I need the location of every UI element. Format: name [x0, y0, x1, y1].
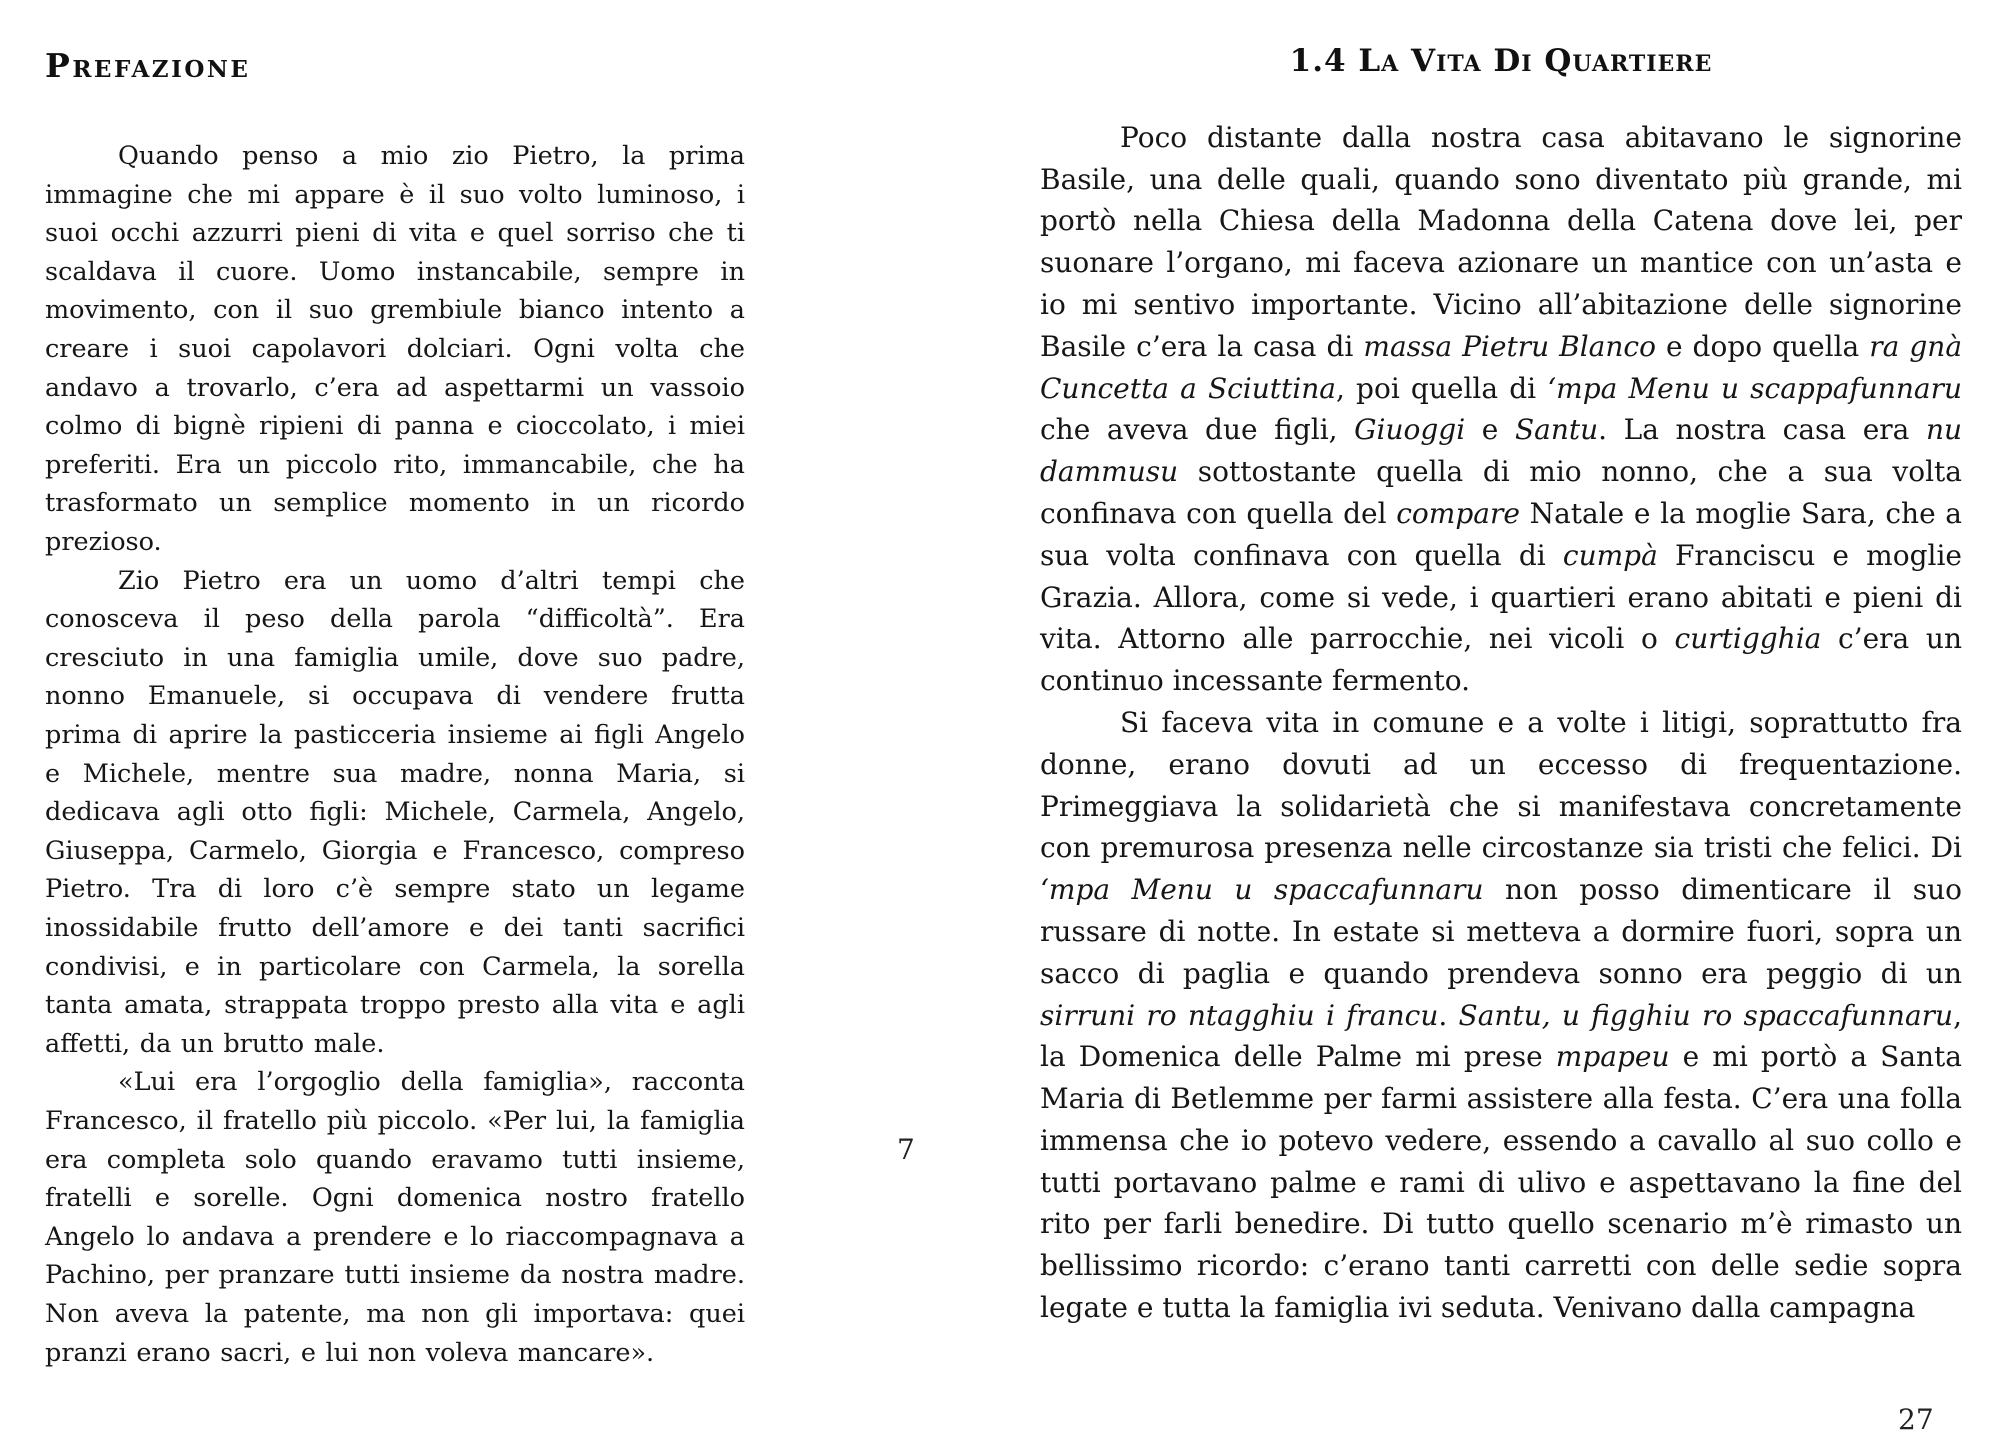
- right-page-number: 27: [1898, 1403, 1934, 1436]
- body-text: , poi quella di: [1335, 371, 1548, 405]
- dialect-italic-text: cumpà: [1562, 538, 1658, 572]
- body-text: e mi portò a Santa Maria di Betlemme per farmi assistere alla festa. C’era una folla immensa che io potevo vedere, essendo a cavallo al suo collo e tutti portavano palme e rami di ulivo e aspettavano la fine del rito per farli benedire. Di tutto quello scenario m’è rimasto un bellissimo ricordo: c’erano tanti carretti con delle sedie sopra legate e tutta la famiglia ivi seduta. Venivano dalla campagna: [1040, 1040, 1962, 1325]
- dialect-italic-text: nu dammusu: [1040, 413, 1963, 489]
- right-page-title: [1040, 43, 1962, 79]
- body-text: «Lui era l’orgoglio della famiglia», racconta Francesco, il fratello più piccolo. «Per lui, la famiglia era completa solo quando eravamo tutti insieme, fratelli e sorelle. Ogni domenica nostro fratello Angelo lo andava a prendere e lo riaccompagnava a Pachino, per pranzare tutti insieme da nostra madre. Non aveva la patente, ma non gli importava: quei pranzi erano sacri, e lui non voleva mancare».: [45, 1067, 745, 1368]
- dialect-italic-text: ‘mpa Menu u scappafunnaru: [1547, 371, 1963, 405]
- dialect-italic-text: ‘mpa Menu u spaccafunnaru: [1040, 873, 1484, 907]
- body-text: sottostante quella di mio nonno, che a sua volta confinava con quella del: [1040, 455, 1962, 530]
- body-text: Natale e la moglie Sara, che a sua volta confinava con quella di: [1040, 496, 1962, 572]
- body-text: non posso dimenticare il suo russare di notte. In estate si metteva a dormire fuori, sopra un sacco di paglia e quando prendeva sonno era peggio di un: [1040, 873, 1962, 990]
- paragraph: [1040, 117, 1962, 702]
- body-text: Poco distante dalla nostra casa abitavano le signorine Basile, una delle quali, quando sono diventato più grande, mi portò nella Chiesa della Madonna della Catena dove lei, per suonare l’organo, mi faceva azionare un mantice con un’asta e io mi sentivo importante. Vicino all’abitazione delle signorine Basile c’era la casa di: [1040, 120, 1962, 363]
- right-page: [1040, 22, 1962, 1329]
- dialect-italic-text: Santu, u figghiu ro spaccafunnaru: [1458, 998, 1954, 1032]
- paragraph: [45, 137, 745, 562]
- left-page: [45, 24, 745, 1372]
- body-text: . La nostra casa era: [1598, 413, 1926, 447]
- paragraph: [45, 1063, 745, 1372]
- paragraph: [1040, 702, 1962, 1329]
- dialect-italic-text: massa Pietru Blanco: [1363, 329, 1656, 363]
- body-text: .: [1438, 998, 1459, 1032]
- dialect-italic-text: sirruni ro ntagghiu i francu: [1040, 998, 1439, 1032]
- body-text: che aveva due figli,: [1040, 413, 1355, 447]
- dialect-italic-text: Giuoggi: [1354, 413, 1466, 447]
- body-text: e: [1465, 413, 1515, 447]
- left-page-body: [45, 137, 745, 1372]
- body-text: Zio Pietro era un uomo d’altri tempi che conosceva il peso della parola “difficoltà”. Era cresciuto in una famiglia umile, dove suo padre, nonno Emanuele, si occupava di vendere frutta prima di aprire la pasticceria insieme ai figli Angelo e Michele, mentre sua madre, nonna Maria, si dedicava agli otto figli: Michele, Carmela, Angelo, Giuseppa, Carmelo, Giorgia e Francesco, compreso Pietro. Tra di loro c’è sempre stato un legame inossidabile frutto dell’amore e dei tanti sacrifici condivisi, e in particolare con Carmela, la sorella tanta amata, strappata troppo presto alla vita e agli affetti, da un brutto male.: [45, 565, 745, 1059]
- section-number: 1.4: [1289, 42, 1347, 79]
- right-page-body: [1040, 117, 1962, 1329]
- dialect-italic-text: ra gnà Cuncetta a Sciuttina: [1040, 329, 1963, 405]
- body-text: Quando penso a mio zio Pietro, la prima immagine che mi appare è il suo volto luminoso, i suoi occhi azzurri pieni di vita e quel sorriso che ti scaldava il cuore. Uomo instancabile, sempre in movimento, con il suo grembiule bianco intento a creare i suoi capolavori dolciari. Ogni volta che andavo a trovarlo, c’era ad aspettarmi un vassoio colmo di bignè ripieni di panna e cioccolato, i miei preferiti. Era un piccolo rito, immancabile, che ha trasformato un semplice momento in un ricordo prezioso.: [45, 141, 745, 558]
- dialect-italic-text: curtigghia: [1674, 622, 1822, 656]
- section-title: La Vita Di Quartiere: [1358, 42, 1713, 79]
- dialect-italic-text: Santu: [1514, 413, 1599, 447]
- body-text: e dopo quella: [1655, 329, 1870, 363]
- body-text: c’era un continuo incessante fermento.: [1040, 622, 1962, 698]
- left-page-number: 7: [897, 1133, 915, 1166]
- body-text: Si faceva vita in comune e a volte i litigi, soprattutto fra donne, erano dovuti ad un eccesso di frequentazione. Primeggiava la solidarietà che si manifestava concretamente con premurosa presenza nelle circostanze sia tristi che felici. Di: [1040, 705, 1962, 865]
- dialect-italic-text: mpapeu: [1555, 1040, 1670, 1074]
- dialect-italic-text: compare: [1396, 496, 1520, 530]
- body-text: Franciscu e moglie Grazia. Allora, come si vede, i quartieri erano abitati e pieni di vita. Attorno alle parrocchie, nei vicoli o: [1040, 538, 1962, 656]
- paragraph: [45, 562, 745, 1064]
- left-page-title: Prefazione: [45, 46, 251, 86]
- body-text: , la Domenica delle Palme mi prese: [1040, 998, 1962, 1074]
